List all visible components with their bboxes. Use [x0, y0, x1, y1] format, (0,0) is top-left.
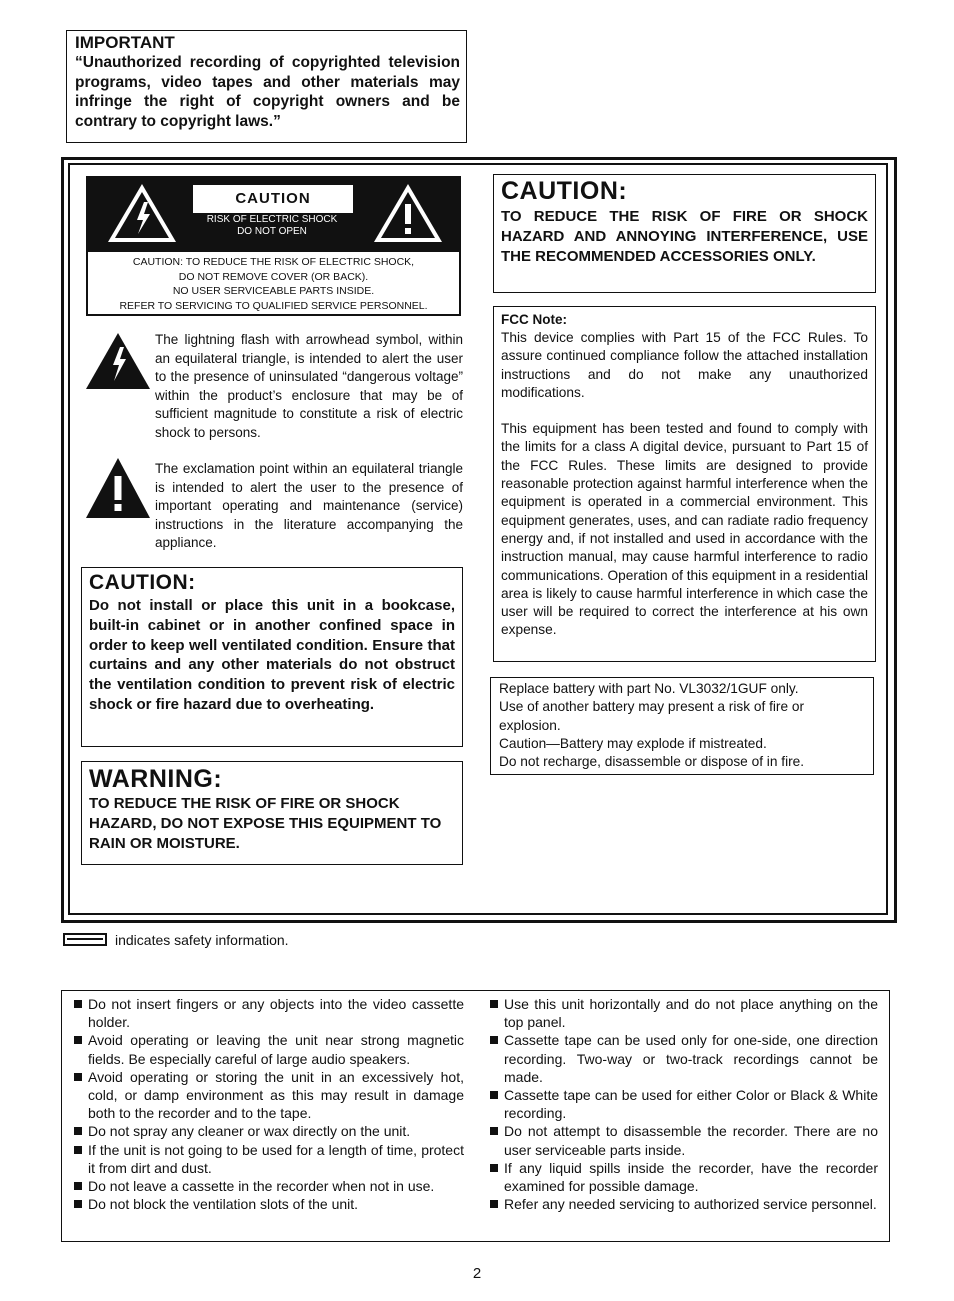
list-item-text: Do not insert fingers or any objects into the video cassette holder.: [88, 996, 464, 1031]
list-item: [74, 995, 464, 1031]
warning-text: TO REDUCE THE RISK OF FIRE OR SHOCK HAZARD, DO NOT EXPOSE THIS EQUIPMENT TO RAIN OR MOISTURE.: [89, 795, 442, 852]
lightning-warning-icon: [106, 182, 178, 244]
list-item-text: Avoid operating or storing the unit in an excessively hot, cold, or damp environment as this may result in damage both to the recorder and to the tape.: [88, 1068, 464, 1122]
caution-ventilation-text: Do not install or place this unit in a bookcase, built-in cabinet or in another confined space in order to keep well ventilated condition. Ensure that curtains and any other materials do not obstruct the ventilation condition to prevent risk of electric shock or fire hazard due to overheating.: [89, 597, 455, 713]
fcc-note-box: [493, 306, 876, 662]
list-item-text: Do not leave a cassette in the recorder when not in use.: [88, 1178, 435, 1195]
precautions-list-box: [61, 990, 890, 1242]
shock-caution-label: [86, 176, 461, 252]
precautions-right-column: [490, 995, 878, 1213]
label-line: DO NOT REMOVE COVER (OR BACK).: [178, 270, 369, 283]
shock-label-text: [86, 252, 461, 316]
list-item: [74, 1195, 464, 1213]
list-item: [74, 1031, 464, 1067]
list-item-text: Cassette tape can be used only for one-side, one direction recording. Two-way or two-track recordings cannot be made.: [504, 1032, 878, 1085]
list-item: [74, 1177, 464, 1195]
bullet-square-icon: [74, 1073, 82, 1081]
important-text: “Unauthorized recording of copyrighted television programs, video tapes and other materials may infringe the right of copyright owners and be contrary to copyright laws.”: [75, 54, 460, 130]
list-item: [490, 1031, 878, 1086]
bullet-square-icon: [74, 1036, 82, 1044]
caution-accessories-box: [493, 174, 876, 293]
list-item-text: Refer any needed servicing to authorized service personnel.: [504, 1196, 877, 1213]
bullet-square-icon: [490, 1200, 498, 1208]
fcc-heading: FCC Note:: [501, 312, 567, 327]
caution-ventilation-box: [81, 567, 463, 747]
label-subtitle-line1: RISK OF ELECTRIC SHOCK: [206, 214, 338, 225]
bullet-square-icon: [490, 1036, 498, 1044]
important-heading: IMPORTANT: [75, 33, 175, 52]
bullet-square-icon: [74, 1127, 82, 1135]
bullet-square-icon: [490, 1000, 498, 1008]
list-item-text: Cassette tape can be used for either Color or Black & White recording.: [504, 1087, 878, 1122]
list-item: [74, 1068, 464, 1123]
exclamation-symbol-explanation: The exclamation point within an equilateral triangle is intended to alert the user to the presence of important operating and maintenance (service) instructions in the literature accompanying the appliance.: [155, 461, 463, 550]
label-subtitle-line2: DO NOT OPEN: [237, 226, 307, 237]
label-caution-title: CAUTION: [192, 184, 354, 214]
bullet-square-icon: [490, 1091, 498, 1099]
important-notice-box: [66, 30, 467, 143]
list-item-text: Do not spray any cleaner or wax directly on the unit.: [88, 1123, 411, 1140]
battery-line: Caution—Battery may explode if mistreated.: [499, 735, 767, 751]
bullet-square-icon: [74, 1000, 82, 1008]
caution-heading: CAUTION:: [501, 177, 628, 205]
lightning-symbol-explanation: The lightning flash with arrowhead symbol, within an equilateral triangle, is intended to alert the user to the presence of uninsulated “dangerous voltage” within the product’s enclosure that may be of sufficient magnitude to constitute a risk of electric shock to persons.: [155, 332, 463, 440]
caution-accessories-text: TO REDUCE THE RISK OF FIRE OR SHOCK HAZARD AND ANNOYING INTERFERENCE, USE THE RECOMMENDED ACCESSORIES ONLY.: [501, 208, 868, 265]
label-line: REFER TO SERVICING TO QUALIFIED SERVICE PERSONNEL.: [119, 299, 428, 312]
list-item: [74, 1122, 464, 1140]
list-item-text: Use this unit horizontally and do not place anything on the top panel.: [504, 996, 878, 1031]
label-line: CAUTION: TO REDUCE THE RISK OF ELECTRIC SHOCK,: [132, 256, 415, 268]
list-item: [490, 1086, 878, 1122]
bullet-square-icon: [74, 1182, 82, 1190]
list-item: [490, 1195, 878, 1213]
exclamation-triangle-icon: [86, 458, 150, 518]
lightning-triangle-icon: [86, 333, 150, 389]
list-item-text: Do not attempt to disassemble the recorder. There are no user serviceable parts inside.: [504, 1123, 878, 1158]
list-item-text: Avoid operating or leaving the unit near strong magnetic fields. Be especially careful of large audio speakers.: [88, 1032, 464, 1067]
label-line: NO USER SERVICEABLE PARTS INSIDE.: [172, 285, 375, 297]
bullet-square-icon: [74, 1200, 82, 1208]
battery-warning-box: [490, 677, 874, 775]
safety-legend-text: indicates safety information.: [115, 932, 289, 948]
label-subtitle: [192, 214, 352, 238]
fcc-paragraph-1: This device complies with Part 15 of the FCC Rules. To assure continued compliance follow the attached installation instructions and do not make any unauthorized modifications.: [501, 330, 868, 400]
list-item: [490, 995, 878, 1031]
battery-line: Use of another battery may present a risk of fire or explosion.: [499, 699, 805, 733]
list-item-text: Do not block the ventilation slots of the unit.: [88, 1196, 359, 1213]
warning-box: [81, 761, 463, 865]
bullet-square-icon: [490, 1127, 498, 1135]
fcc-paragraph-2: This equipment has been tested and found to comply with the limits for a class A digital device, pursuant to Part 15 of the FCC Rules. These limits are designed to provide reasonable protection against harmful interference when the equipment is operated in a commercial environment. This equipment generates, uses, and can radiate radio frequency energy and, if not installed and used in accordance with the instruction manual, may cause harmful interference to radio communications. Operation of this equipment in a residential area is likely to cause harmful interference in which case the user will be required to correct the interference at his own expense.: [501, 421, 868, 638]
caution-heading: CAUTION:: [89, 571, 196, 594]
battery-line: Do not recharge, disassemble or dispose of in fire.: [499, 754, 805, 770]
list-item: [490, 1122, 878, 1158]
bullet-square-icon: [74, 1146, 82, 1154]
list-item-text: If any liquid spills inside the recorder, have the recorder examined for possible damage.: [504, 1159, 878, 1195]
precautions-left-column: [74, 995, 464, 1213]
exclamation-warning-icon: [372, 182, 444, 244]
paragraph-spacer: [501, 402, 868, 420]
list-item: [490, 1159, 878, 1195]
warning-heading: WARNING:: [89, 765, 223, 793]
battery-line: Replace battery with part No. VL3032/1GUF only.: [499, 681, 799, 696]
list-item: [74, 1141, 464, 1177]
list-item-text: If the unit is not going to be used for a length of time, protect it from dirt and dust.: [88, 1141, 464, 1176]
bullet-square-icon: [490, 1164, 498, 1172]
page-number: 2: [472, 1265, 482, 1282]
safety-info-marker-icon: [63, 933, 107, 946]
